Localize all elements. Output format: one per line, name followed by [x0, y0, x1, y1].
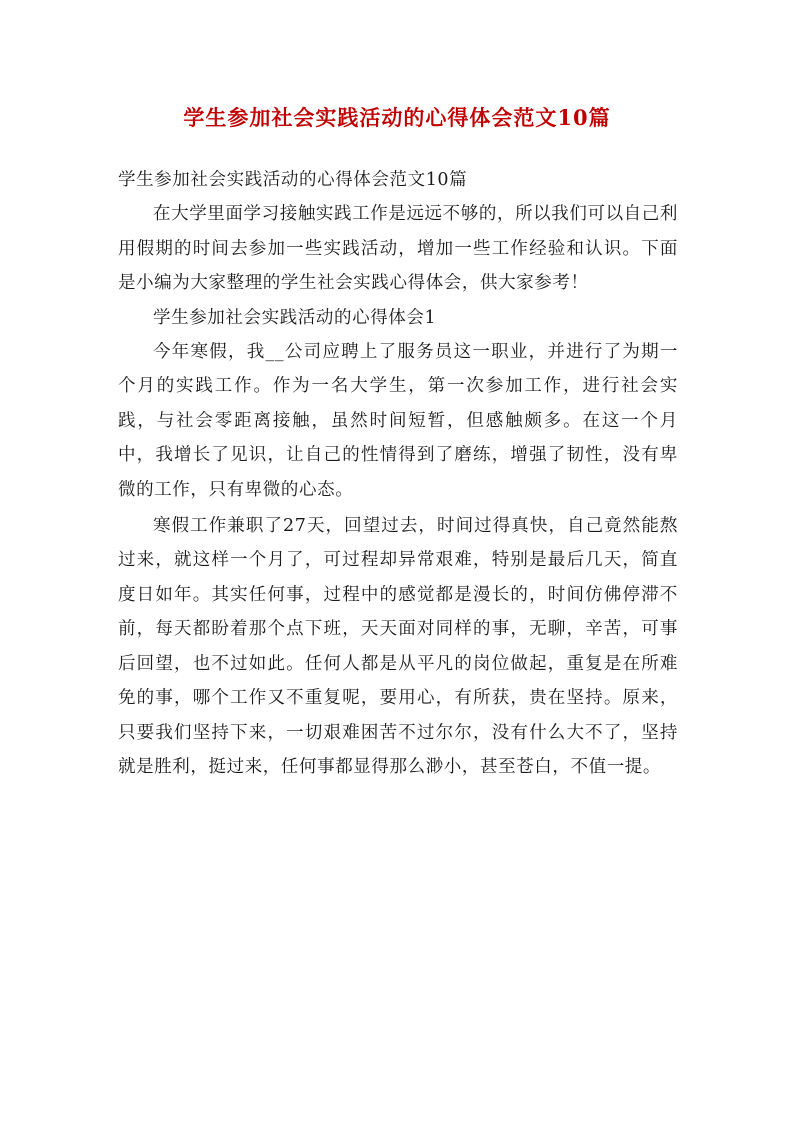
- document-body: [118, 163, 678, 784]
- intro-paragraph: 在大学里面学习接触实践工作是远远不够的，所以我们可以自己利用假期的时间去参加一些实践活动，增加一些工作经验和认识。下面是小编为大家整理的学生社会实践心得体会，供大家参考！: [118, 204, 678, 294]
- document-subtitle: 学生参加社会实践活动的心得体会范文10篇: [118, 170, 468, 190]
- section-heading: 学生参加社会实践活动的心得体会1: [153, 307, 437, 328]
- document-title: 学生参加社会实践活动的心得体会范文10篇: [183, 105, 611, 130]
- body-paragraph-1: 今年寒假，我__公司应聘上了服务员这一职业，并进行了为期一个月的实践工作。作为一名大学生，第一次参加工作，进行社会实践，与社会零距离接触，虽然时间短暂，但感触颇多。在这一个月中，我增长了见识，让自己的性情得到了磨练，增强了韧性，没有卑微的工作，只有卑微的心态。: [118, 342, 678, 500]
- body-paragraph-2: 寒假工作兼职了27天，回望过去，时间过得真快，自己竟然能熬过来，就这样一个月了，可过程却异常艰难，特别是最后几天，简直度日如年。其实任何事，过程中的感觉都是漫长的，时间仿佛停滞不前，每天都盼着那个点下班，天天面对同样的事，无聊，辛苦，可事后回望，也不过如此。任何人都是从平凡的岗位做起，重复是在所难免的事，哪个工作又不重复呢，要用心，有所获，贵在坚持。原来，只要我们坚持下来，一切艰难困苦不过尔尔，没有什么大不了，坚持就是胜利，挺过来，任何事都显得那么渺小，甚至苍白，不值一提。: [118, 516, 678, 777]
